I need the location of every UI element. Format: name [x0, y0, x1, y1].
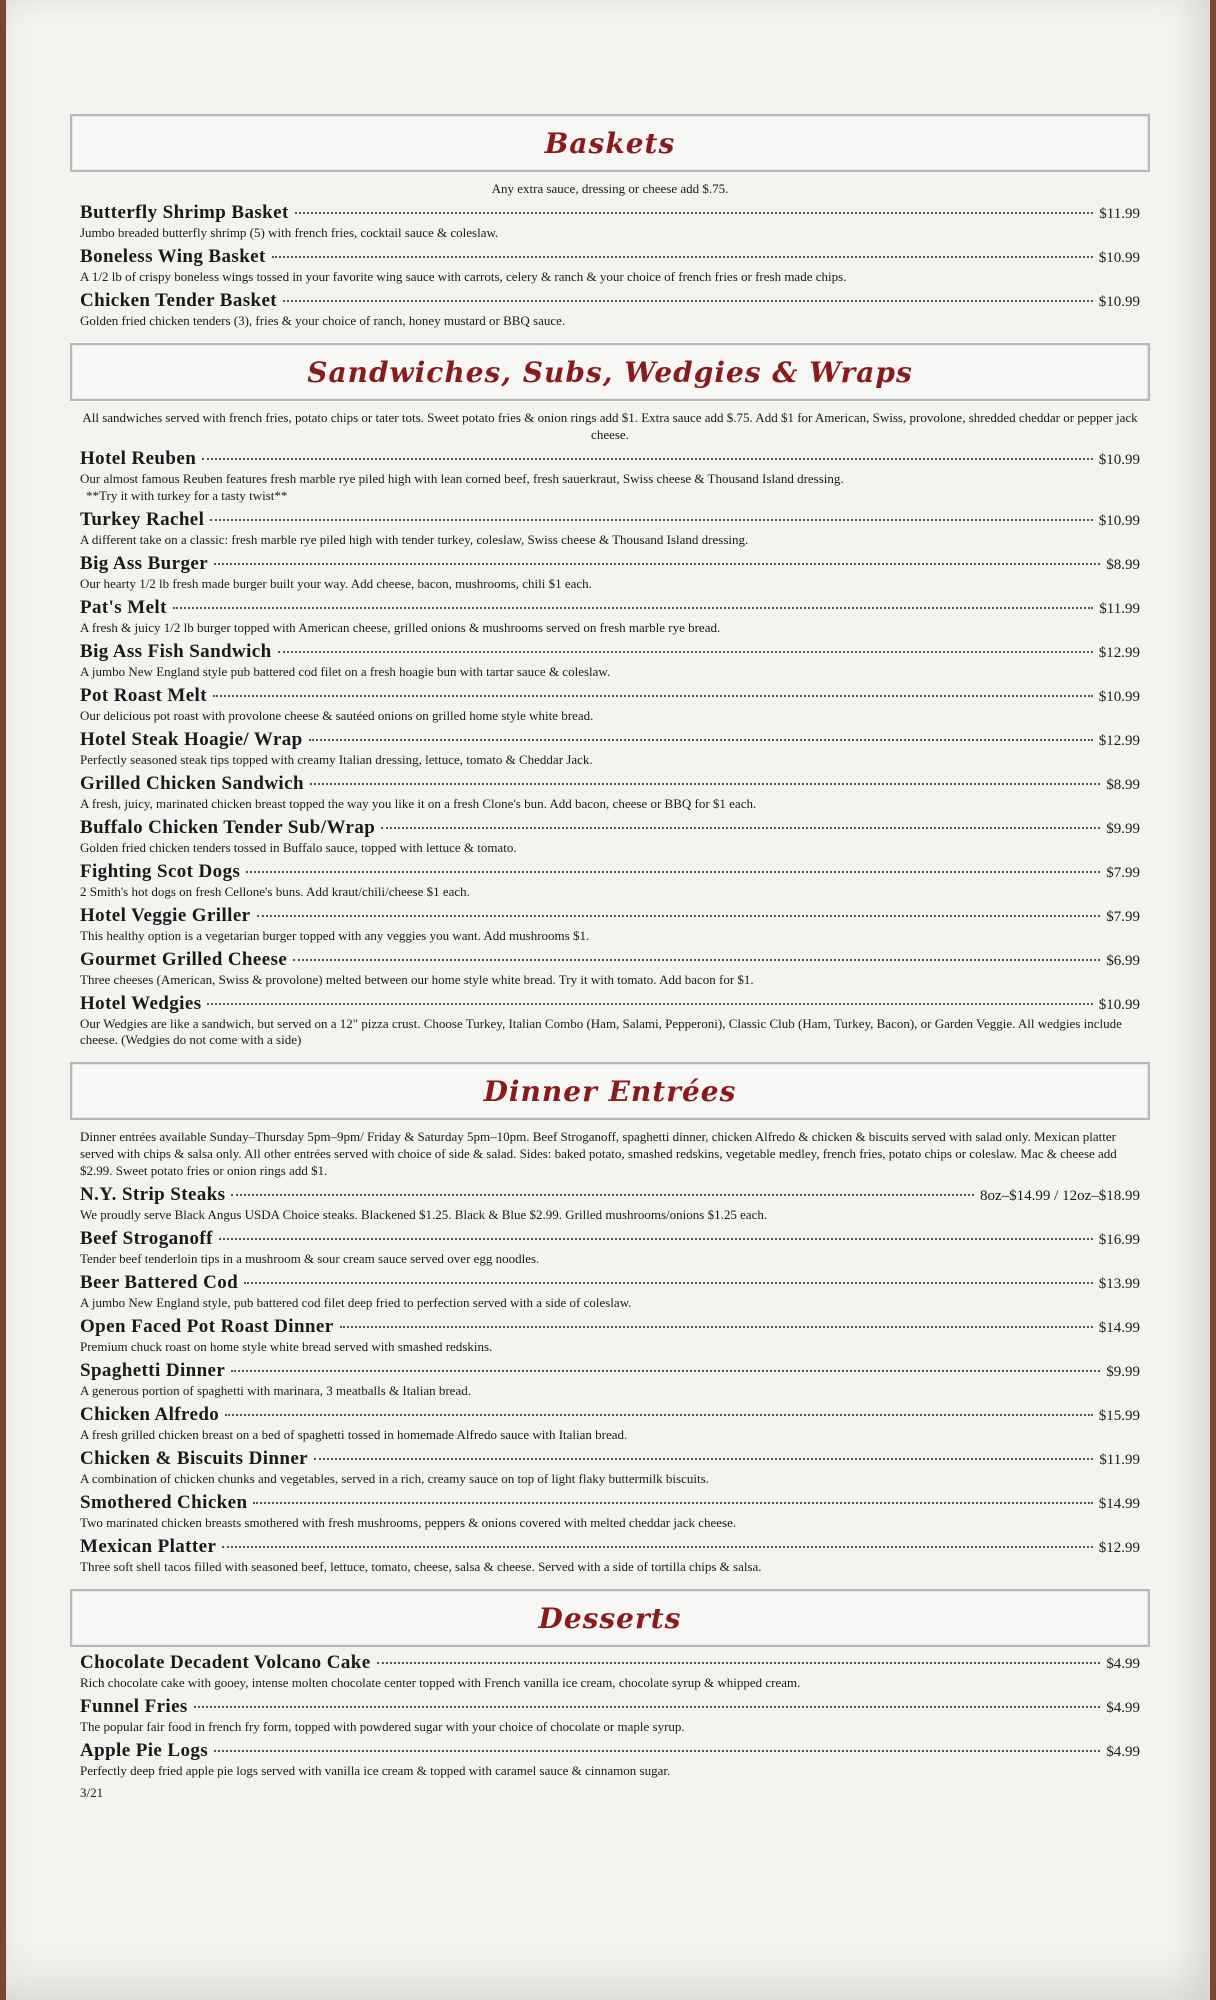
menu-item-boneless-wing-basket — [80, 246, 1140, 285]
menu-item-chicken-and-biscuits-dinner — [80, 1448, 1140, 1487]
menu-item-header — [80, 993, 1140, 1015]
menu-item-description: Our hearty 1/2 lb fresh made burger built your way. Add cheese, bacon, mushrooms, chili $1 each. — [80, 576, 592, 591]
dot-leader — [222, 1546, 1092, 1548]
menu-item-description: Our almost famous Reuben features fresh marble rye piled high with lean corned beef, fresh sauerkraut, Swiss cheese & Thousand Island dressing. — [80, 471, 844, 486]
menu-item-description: We proudly serve Black Angus USDA Choice steaks. Blackened $1.25. Black & Blue $2.99. Grilled mushrooms/onions $1.25 each. — [80, 1207, 768, 1222]
menu-item-header — [80, 861, 1140, 883]
menu-item-n-y-strip-steaks — [80, 1184, 1140, 1223]
section-banner-baskets — [70, 114, 1150, 172]
menu-item-price: $8.99 — [1106, 557, 1140, 573]
menu-item-hotel-veggie-griller — [80, 905, 1140, 944]
menu-item-price: $10.99 — [1098, 997, 1140, 1013]
menu-item-description: 2 Smith's hot dogs on fresh Cellone's buns. Add kraut/chili/cheese $1 each. — [80, 884, 470, 899]
dot-leader — [310, 783, 1100, 785]
menu-item-apple-pie-logs — [80, 1740, 1140, 1779]
dot-leader — [219, 1238, 1093, 1240]
menu-item-header — [80, 448, 1140, 470]
dot-leader — [214, 563, 1100, 565]
menu-item-hotel-reuben — [80, 448, 1140, 504]
menu-item-name: Hotel Reuben — [80, 448, 197, 469]
menu-item-header — [80, 1316, 1140, 1338]
menu-item-description: A 1/2 lb of crispy boneless wings tossed in your favorite wing sauce with carrots, celery & ranch & your choice of french fries or fresh made chips. — [80, 269, 847, 284]
section-banner-sandwiches-subs-wedgies-and-wraps — [70, 343, 1150, 401]
menu-item-header — [80, 949, 1140, 971]
section-title: Dinner Entrées — [483, 1074, 737, 1108]
menu-item-header — [80, 1184, 1140, 1206]
menu-item-description: Jumbo breaded butterfly shrimp (5) with french fries, cocktail sauce & coleslaw. — [80, 225, 499, 240]
menu-item-description: Three cheeses (American, Swiss & provolone) melted between our home style white bread. Try it with tomato. Add bacon for $1. — [80, 972, 754, 987]
menu-item-header — [80, 509, 1140, 531]
menu-item-name: Smothered Chicken — [80, 1492, 248, 1513]
menu-item-name: Beef Stroganoff — [80, 1228, 213, 1249]
menu-item-header — [80, 1404, 1140, 1426]
section-banner-desserts — [70, 1589, 1150, 1647]
menu-item-description: The popular fair food in french fry form, topped with powdered sugar with your choice of chocolate or maple syrup. — [80, 1719, 685, 1734]
menu-item-header — [80, 773, 1140, 795]
menu-item-description: Premium chuck roast on home style white bread served with smashed redskins. — [80, 1339, 493, 1354]
menu-item-turkey-rachel — [80, 509, 1140, 548]
menu-item-pot-roast-melt — [80, 685, 1140, 724]
dot-leader — [309, 739, 1093, 741]
menu-item-funnel-fries — [80, 1696, 1140, 1735]
menu-item-header — [80, 1228, 1140, 1250]
section-title: Baskets — [544, 126, 676, 160]
menu-item-price: $13.99 — [1098, 1276, 1140, 1292]
menu-item-name: Big Ass Burger — [80, 553, 209, 574]
menu-item-hotel-steak-hoagie-wrap — [80, 729, 1140, 768]
menu-item-description: A fresh & juicy 1/2 lb burger topped with American cheese, grilled onions & mushrooms served on fresh marble rye bread. — [80, 620, 721, 635]
menu-item-header — [80, 553, 1140, 575]
menu-item-big-ass-burger — [80, 553, 1140, 592]
menu-item-spaghetti-dinner — [80, 1360, 1140, 1399]
menu-item-price: 8oz–$14.99 / 12oz–$18.99 — [980, 1188, 1140, 1204]
dot-leader — [207, 1003, 1092, 1005]
menu-item-name: Big Ass Fish Sandwich — [80, 641, 272, 662]
dot-leader — [173, 607, 1093, 609]
menu-item-header — [80, 905, 1140, 927]
menu-item-price: $10.99 — [1098, 513, 1140, 529]
menu-item-price: $10.99 — [1098, 294, 1140, 310]
menu-item-name: Fighting Scot Dogs — [80, 861, 241, 882]
menu-page — [6, 0, 1210, 2000]
menu-item-price: $15.99 — [1098, 1408, 1140, 1424]
menu-item-name: Mexican Platter — [80, 1536, 217, 1557]
menu-item-description: A different take on a classic: fresh marble rye piled high with tender turkey, coleslaw, Swiss cheese & Thousand Island dressing. — [80, 532, 749, 547]
menu-item-header — [80, 685, 1140, 707]
menu-item-description: This healthy option is a vegetarian burger topped with any veggies you want. Add mushrooms $1. — [80, 928, 590, 943]
menu-item-description: A fresh grilled chicken breast on a bed of spaghetti tossed in homemade Alfredo sauce with Italian bread. — [80, 1427, 628, 1442]
menu-item-grilled-chicken-sandwich — [80, 773, 1140, 812]
menu-item-name: Chicken Alfredo — [80, 1404, 220, 1425]
menu-item-price: $11.99 — [1099, 206, 1140, 222]
menu-item-price: $16.99 — [1098, 1232, 1140, 1248]
dot-leader — [278, 651, 1093, 653]
menu-item-price: $10.99 — [1098, 689, 1140, 705]
menu-item-description: Tender beef tenderloin tips in a mushroom & sour cream sauce served over egg noodles. — [80, 1251, 540, 1266]
menu-item-description: Two marinated chicken breasts smothered with fresh mushrooms, peppers & onions covered with melted cheddar jack cheese. — [80, 1515, 737, 1530]
menu-item-header — [80, 1652, 1140, 1674]
menu-item-description: Golden fried chicken tenders tossed in Buffalo sauce, topped with lettuce & tomato. — [80, 840, 517, 855]
dot-leader — [231, 1370, 1100, 1372]
menu-content — [70, 100, 1150, 1807]
dot-leader — [381, 827, 1100, 829]
menu-item-price: $9.99 — [1106, 1364, 1140, 1380]
dot-leader — [295, 212, 1094, 214]
dot-leader — [244, 1282, 1093, 1284]
menu-item-price: $4.99 — [1106, 1744, 1140, 1760]
menu-item-name: Chicken & Biscuits Dinner — [80, 1448, 308, 1469]
section-banner-dinner-entr-es — [70, 1062, 1150, 1120]
menu-item-description: A jumbo New England style pub battered cod filet on a fresh hoagie bun with tartar sauce & coleslaw. — [80, 664, 611, 679]
menu-item-tip: **Try it with turkey for a tasty twist** — [86, 488, 288, 503]
menu-item-name: Gourmet Grilled Cheese — [80, 949, 288, 970]
menu-item-header — [80, 202, 1140, 224]
menu-item-name: Turkey Rachel — [80, 509, 205, 530]
menu-item-header — [80, 1360, 1140, 1382]
menu-item-header — [80, 641, 1140, 663]
dot-leader — [225, 1414, 1093, 1416]
menu-item-description: Our Wedgies are like a sandwich, but served on a 12" pizza crust. Choose Turkey, Italian Combo (Ham, Salami, Pepperoni), Classic Club (Ham, Turkey, Bacon), or Garden Veggie. All wedgies include cheese. (Wedgies do not come with a side) — [80, 1016, 1122, 1047]
menu-item-price: $12.99 — [1098, 1540, 1140, 1556]
menu-item-chocolate-decadent-volcano-cake — [80, 1652, 1140, 1691]
menu-item-description: Perfectly seasoned steak tips topped with creamy Italian dressing, lettuce, tomato & Cheddar Jack. — [80, 752, 593, 767]
menu-item-header — [80, 729, 1140, 751]
section-title: Desserts — [538, 1601, 682, 1635]
menu-item-name: Pot Roast Melt — [80, 685, 207, 706]
dot-leader — [246, 871, 1100, 873]
section-note: Dinner entrées available Sunday–Thursday 5pm–9pm/ Friday & Saturday 5pm–10pm. Beef Stroganoff, spaghetti dinner, chicken Alfredo & chicken & biscuits served with salad only. Mexican platter served with chips & salsa only. All other entrées served with choice of side & salad. Sides: baked potato, smashed redskins, vegetable medley, french fries, potato chips or coleslaw. Mac & cheese add $2.99. Sweet potato fries or onion rings add $1. — [80, 1129, 1117, 1178]
menu-item-chicken-alfredo — [80, 1404, 1140, 1443]
menu-item-name: Chocolate Decadent Volcano Cake — [80, 1652, 371, 1673]
dot-leader — [253, 1502, 1092, 1504]
menu-item-name: Open Faced Pot Roast Dinner — [80, 1316, 334, 1337]
dot-leader — [314, 1458, 1093, 1460]
menu-item-name: Boneless Wing Basket — [80, 246, 266, 267]
menu-item-header — [80, 290, 1140, 312]
menu-item-smothered-chicken — [80, 1492, 1140, 1531]
dot-leader — [293, 959, 1100, 961]
menu-item-header — [80, 1492, 1140, 1514]
menu-item-buffalo-chicken-tender-sub-wrap — [80, 817, 1140, 856]
menu-item-header — [80, 246, 1140, 268]
menu-item-name: Chicken Tender Basket — [80, 290, 278, 311]
menu-item-description: Golden fried chicken tenders (3), fries & your choice of ranch, honey mustard or BBQ sauce. — [80, 313, 566, 328]
menu-item-name: N.Y. Strip Steaks — [80, 1184, 226, 1205]
dot-leader — [340, 1326, 1093, 1328]
menu-item-description: A fresh, juicy, marinated chicken breast topped the way you like it on a fresh Clone's bun. Add bacon, cheese or BBQ for $1 each. — [80, 796, 757, 811]
menu-item-description: Our delicious pot roast with provolone cheese & sautéed onions on grilled home style white bread. — [80, 708, 594, 723]
menu-item-name: Spaghetti Dinner — [80, 1360, 226, 1381]
dot-leader — [377, 1662, 1101, 1664]
menu-item-price: $10.99 — [1098, 250, 1140, 266]
menu-item-big-ass-fish-sandwich — [80, 641, 1140, 680]
menu-date: 3/21 — [80, 1785, 104, 1800]
menu-item-header — [80, 1740, 1140, 1762]
menu-item-gourmet-grilled-cheese — [80, 949, 1140, 988]
dot-leader — [213, 695, 1093, 697]
menu-item-price: $7.99 — [1106, 909, 1140, 925]
menu-item-name: Grilled Chicken Sandwich — [80, 773, 304, 794]
menu-item-description: A jumbo New England style, pub battered cod filet deep fried to perfection served with a side of coleslaw. — [80, 1295, 632, 1310]
section-note: Any extra sauce, dressing or cheese add $.75. — [491, 181, 729, 196]
menu-item-header — [80, 1272, 1140, 1294]
section-note: All sandwiches served with french fries, potato chips or tater tots. Sweet potato fries & onion rings add $1. Extra sauce add $.75. Add $1 for American, Swiss, provolone, shredded cheddar or pepper jack cheese. — [82, 410, 1138, 442]
section-title: Sandwiches, Subs, Wedgies & Wraps — [307, 355, 913, 389]
menu-item-price: $14.99 — [1098, 1496, 1140, 1512]
dot-leader — [214, 1750, 1100, 1752]
menu-item-hotel-wedgies — [80, 993, 1140, 1048]
menu-item-beef-stroganoff — [80, 1228, 1140, 1267]
menu-item-description: Three soft shell tacos filled with seasoned beef, lettuce, tomato, cheese, salsa & cheese. Served with a side of tortilla chips & salsa. — [80, 1559, 762, 1574]
menu-item-open-faced-pot-roast-dinner — [80, 1316, 1140, 1355]
menu-item-fighting-scot-dogs — [80, 861, 1140, 900]
menu-item-price: $4.99 — [1106, 1656, 1140, 1672]
menu-item-name: Beer Battered Cod — [80, 1272, 239, 1293]
menu-item-chicken-tender-basket — [80, 290, 1140, 329]
menu-item-price: $4.99 — [1106, 1700, 1140, 1716]
menu-item-beer-battered-cod — [80, 1272, 1140, 1311]
menu-item-price: $8.99 — [1106, 777, 1140, 793]
dot-leader — [194, 1706, 1101, 1708]
dot-leader — [231, 1194, 974, 1196]
menu-item-header — [80, 1448, 1140, 1470]
menu-item-name: Funnel Fries — [80, 1696, 188, 1717]
menu-item-description: Perfectly deep fried apple pie logs served with vanilla ice cream & topped with caramel sauce & cinnamon sugar. — [80, 1763, 671, 1778]
menu-item-mexican-platter — [80, 1536, 1140, 1575]
menu-item-price: $11.99 — [1099, 1452, 1140, 1468]
dot-leader — [210, 519, 1092, 521]
menu-item-name: Buffalo Chicken Tender Sub/Wrap — [80, 817, 376, 838]
menu-item-name: Hotel Steak Hoagie/ Wrap — [80, 729, 303, 750]
dot-leader — [283, 300, 1093, 302]
menu-item-price: $7.99 — [1106, 865, 1140, 881]
menu-item-header — [80, 597, 1140, 619]
menu-item-price: $10.99 — [1098, 452, 1140, 468]
menu-item-price: $6.99 — [1106, 953, 1140, 969]
menu-item-name: Pat's Melt — [80, 597, 167, 618]
dot-leader — [202, 458, 1093, 460]
menu-item-description: Rich chocolate cake with gooey, intense molten chocolate center topped with French vanilla ice cream, chocolate syrup & whipped cream. — [80, 1675, 801, 1690]
menu-item-name: Apple Pie Logs — [80, 1740, 209, 1761]
menu-item-header — [80, 1536, 1140, 1558]
menu-item-name: Hotel Wedgies — [80, 993, 202, 1014]
menu-item-description: A generous portion of spaghetti with marinara, 3 meatballs & Italian bread. — [80, 1383, 471, 1398]
dot-leader — [257, 915, 1101, 917]
menu-item-description: A combination of chicken chunks and vegetables, served in a rich, creamy sauce on top of light flaky buttermilk biscuits. — [80, 1471, 709, 1486]
dot-leader — [272, 256, 1093, 258]
menu-item-price: $12.99 — [1098, 645, 1140, 661]
menu-item-pat-s-melt — [80, 597, 1140, 636]
menu-item-header — [80, 817, 1140, 839]
menu-item-header — [80, 1696, 1140, 1718]
menu-item-butterfly-shrimp-basket — [80, 202, 1140, 241]
menu-item-price: $9.99 — [1106, 821, 1140, 837]
menu-item-price: $12.99 — [1098, 733, 1140, 749]
menu-item-name: Butterfly Shrimp Basket — [80, 202, 289, 223]
menu-item-name: Hotel Veggie Griller — [80, 905, 251, 926]
menu-item-price: $11.99 — [1099, 601, 1140, 617]
menu-item-price: $14.99 — [1098, 1320, 1140, 1336]
